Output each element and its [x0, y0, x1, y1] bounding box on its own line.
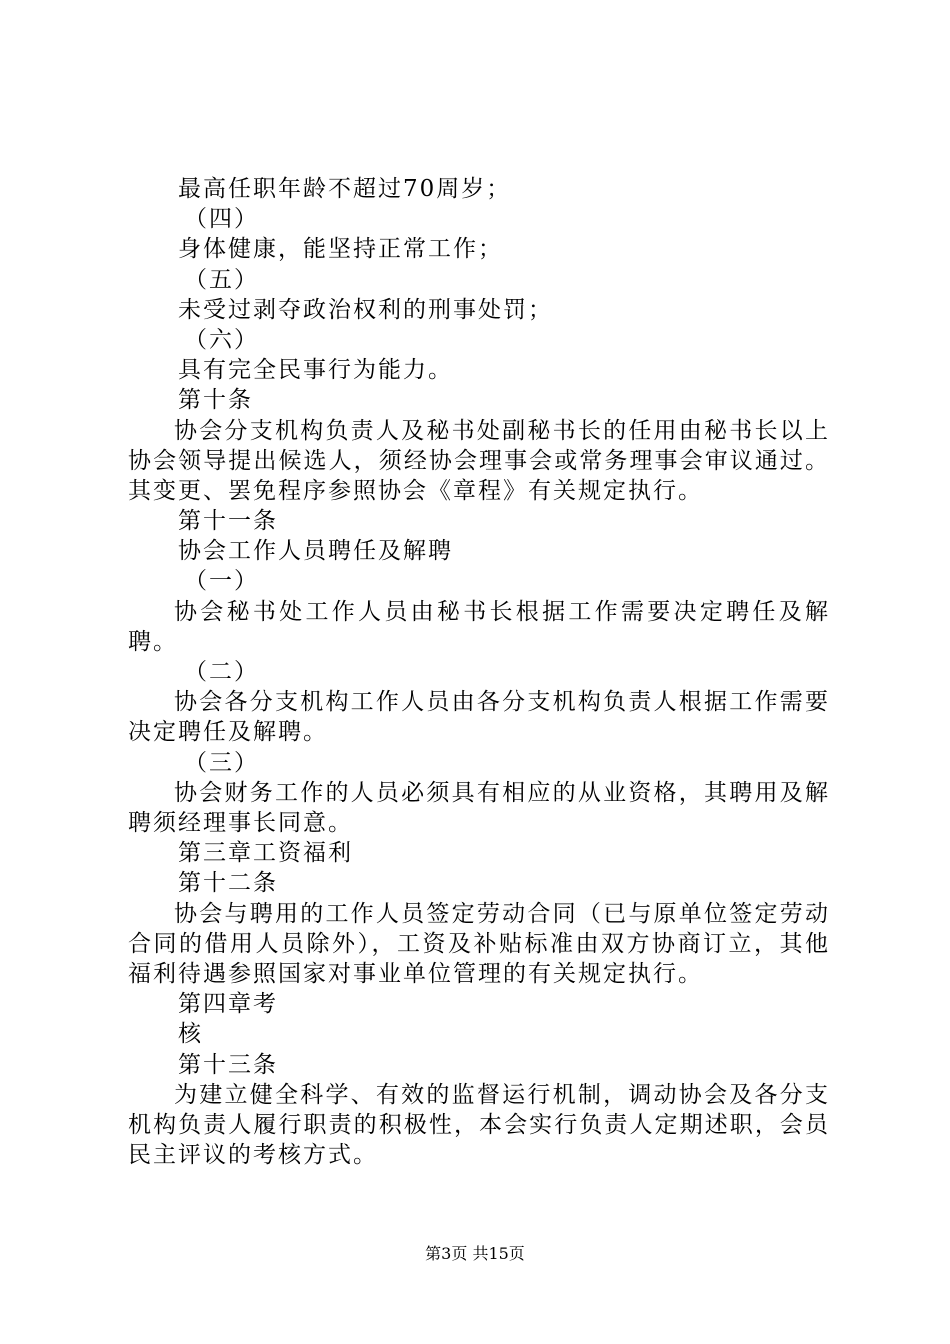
article-heading: 第十二条 [178, 870, 278, 897]
paragraph: 协会各分支机构工作人员由各分支机构负责人根据工作需要决定聘任及解聘。 [128, 689, 830, 746]
page-number-footer: 第3页 共15页 [425, 1244, 525, 1263]
paragraph: 协会与聘用的工作人员签定劳动合同（已与原单位签定劳动合同的借用人员除外），工资及补贴标准由双方协商订立，其他福利待遇参照国家对事业单位管理的有关规定执行。 [128, 900, 830, 988]
item-marker: （三） [184, 749, 259, 776]
item-marker: （一） [184, 568, 259, 595]
paragraph: 为建立健全科学、有效的监督运行机制，调动协会及各分支机构负责人履行职责的积极性，本会实行负责人定期述职，会员民主评议的考核方式。 [128, 1081, 830, 1169]
chapter-heading-continued: 核 [178, 1021, 203, 1048]
document-body [128, 174, 830, 1170]
item-marker: （五） [184, 266, 259, 293]
text-line: 身体健康，能坚持正常工作； [178, 236, 503, 263]
item-marker: （六） [184, 326, 259, 353]
paragraph: 协会财务工作的人员必须具有相应的从业资格，其聘用及解聘须经理事长同意。 [128, 779, 830, 837]
text-line: 协会工作人员聘任及解聘 [178, 538, 453, 565]
text-line: 最高任职年龄不超过70周岁； [178, 176, 512, 202]
paragraph: 协会秘书处工作人员由秘书长根据工作需要决定聘任及解聘。 [128, 598, 830, 655]
article-heading: 第十一条 [178, 508, 278, 535]
paragraph: 协会分支机构负责人及秘书处副秘书长的任用由秘书长以上协会领导提出候选人，须经协会理事会或常务理事会审议通过。其变更、罢免程序参照协会《章程》有关规定执行。 [128, 417, 830, 504]
article-heading: 第十条 [178, 387, 253, 414]
chapter-heading: 第三章工资福利 [178, 840, 353, 867]
item-marker: （二） [184, 659, 259, 686]
item-marker: （四） [184, 206, 259, 233]
article-heading: 第十三条 [178, 1051, 278, 1078]
chapter-heading: 第四章考 [178, 991, 278, 1018]
text-line: 未受过剥夺政治权利的刑事处罚； [178, 296, 553, 323]
text-line: 具有完全民事行为能力。 [178, 357, 453, 384]
